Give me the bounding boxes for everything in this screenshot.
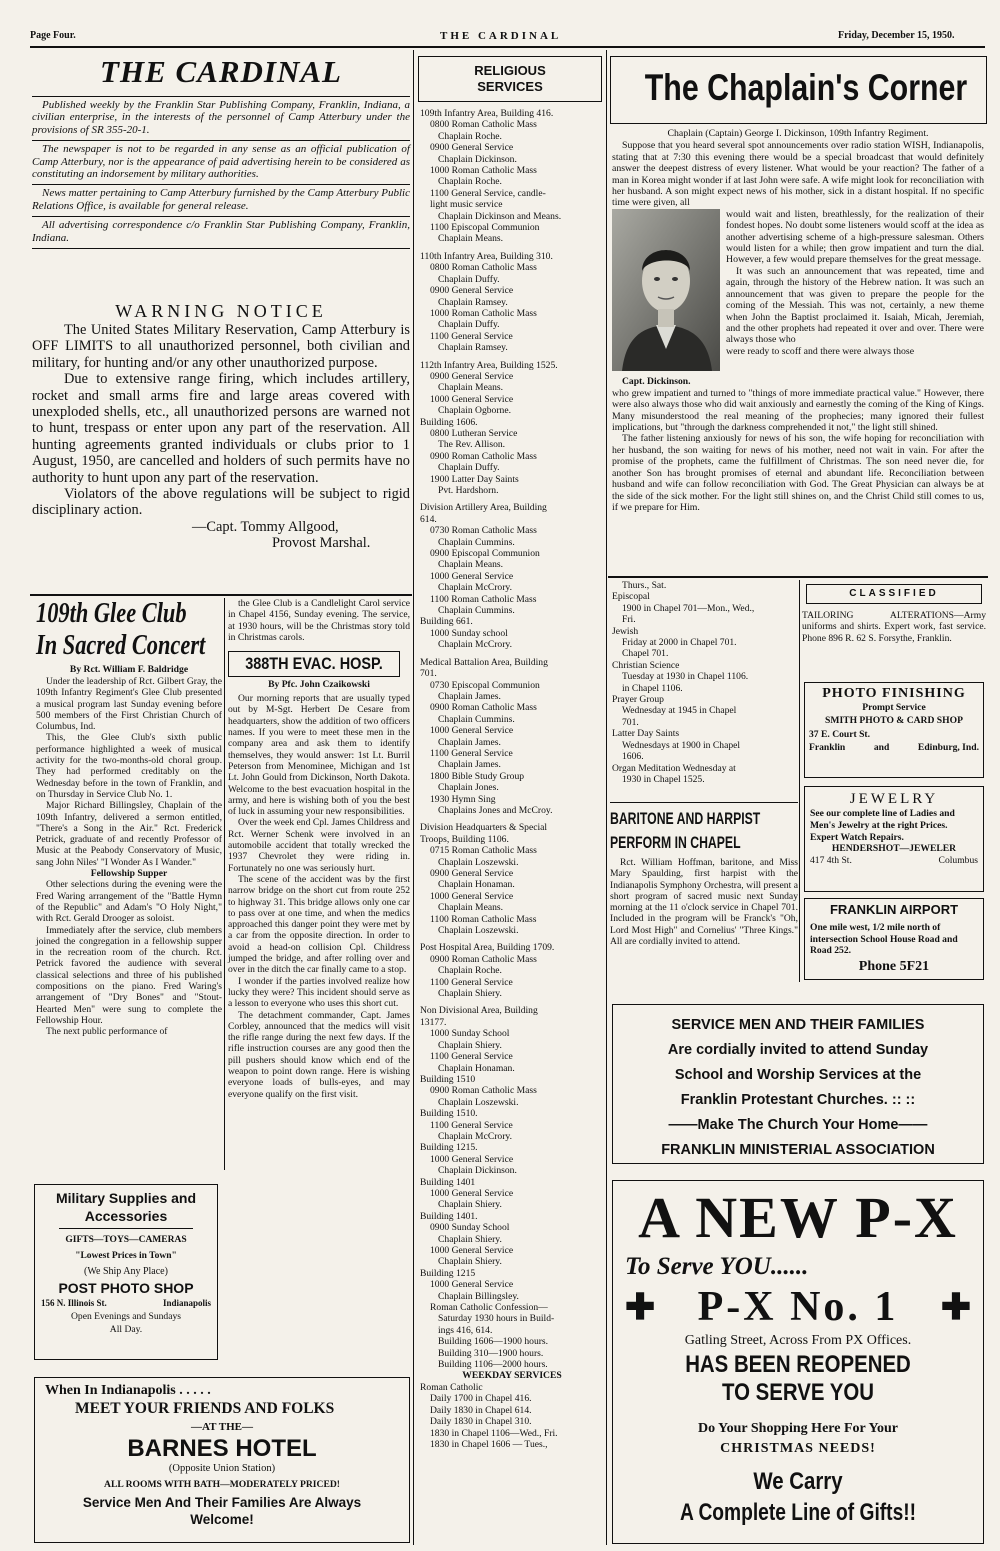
service-line: 0800 Lutheran Service xyxy=(430,427,518,439)
religious-title: SERVICES xyxy=(477,79,543,94)
service-line: Chaplain Cummins. xyxy=(438,536,515,548)
ad-hours: Open Evenings and Sundays xyxy=(70,1311,182,1322)
warning-paragraph: The United States Military Reservation, Camp Atterbury is OFF LIMITS to all unauthorized personnel, both civilian and military, for hunting and/or any other unauthorized purpose. xyxy=(32,322,410,371)
service-line: Daily 1700 in Chapel 416. xyxy=(430,1393,532,1405)
ad-city: Columbus xyxy=(938,855,978,867)
service-line: Chaplain Loszewski. xyxy=(438,856,519,868)
ad-line: FRANKLIN MINISTERIAL ASSOCIATION xyxy=(661,1142,935,1158)
service-line: Post Hospital Area, Building 1709. xyxy=(420,942,555,954)
glee-paragraph: The next public performance of xyxy=(46,1026,168,1038)
ad-line: Do Your Shopping Here For Your xyxy=(697,1421,899,1436)
ad-line: CHRISTMAS NEEDS! xyxy=(720,1441,876,1456)
service-line: Chaplain Duffy. xyxy=(438,273,500,285)
service-line: Daily 1830 in Chapel 614. xyxy=(430,1404,532,1416)
service-line: Building 1215. xyxy=(420,1142,478,1154)
service-line: 0800 Roman Catholic Mass xyxy=(430,262,537,274)
service-line: 0715 Roman Catholic Mass xyxy=(430,845,537,857)
service-line: Chaplain Billingsley. xyxy=(438,1290,519,1302)
service-line: Fri. xyxy=(622,614,636,626)
px-location: Gatling Street, Across From PX Offices. xyxy=(684,1333,912,1348)
evac-hosp-article xyxy=(228,598,410,1100)
service-line: Chaplain Honaman. xyxy=(438,1062,515,1074)
service-line: 1930 Hymn Sing xyxy=(430,793,496,805)
service-line: 1100 General Service xyxy=(430,976,513,988)
service-line: 1100 General Service xyxy=(430,1051,513,1063)
service-line: 1900 in Chapel 701—Mon., Wed., xyxy=(622,602,755,614)
service-line: Chaplain Dickinson. xyxy=(438,1165,517,1177)
weekday-services-list xyxy=(612,580,796,785)
service-line: 701. xyxy=(420,668,437,680)
service-line: 112th Infantry Area, Building 1525. xyxy=(420,359,558,371)
airport-ad xyxy=(804,898,984,980)
warning-paragraph: Due to extensive range firing, which includes artillery, rocket and small arms fire and large areas covered with unexploded shells, etc., all unauthorized persons are warned not to hunt, trespass or enter upon any part of the reservation. All hunting agreements granted individuals or clubs prior to 1 August, 1950, are cancelled and holders of such permits have no authority to hunt upon any part of the reservation. xyxy=(32,371,410,486)
service-line: Roman Catholic xyxy=(420,1381,483,1393)
column-divider xyxy=(606,50,607,1545)
service-line: 1100 General Service xyxy=(430,1119,513,1131)
warning-title: WARNING NOTICE xyxy=(115,301,327,321)
service-line: 1000 General Service xyxy=(430,1153,514,1165)
service-line: 1800 Bible Study Group xyxy=(430,770,525,782)
ad-line: ALL ROOMS WITH BATH—MODERATELY PRICED! xyxy=(104,1479,340,1490)
service-line: Division Headquarters & Special xyxy=(420,822,548,834)
service-line: Chaplain McCrory. xyxy=(438,639,512,651)
evac-title-box xyxy=(228,651,400,677)
px-gifts: A Complete Line of Gifts!! xyxy=(679,1499,917,1526)
chaplain-photo-block xyxy=(612,209,720,388)
service-line: Chaplain Roche. xyxy=(438,176,502,188)
section-rule xyxy=(30,594,412,596)
service-line: Organ Meditation Wednesday at xyxy=(612,762,736,774)
chaplain-title-box xyxy=(610,56,987,124)
service-line: Wednesday at 1945 in Chapel xyxy=(622,705,737,717)
glee-paragraph: Under the leadership of Rct. Gilbert Gray, the 109th Infantry Regiment's Glee Club presented a musical program last Sunday evening before 500 members of the First Christian Church of Columbus, Ind. xyxy=(36,676,222,733)
jewelry-ad xyxy=(804,786,984,892)
service-line: Chaplain Duffy. xyxy=(438,319,500,331)
page-number: Page Four. xyxy=(30,30,76,41)
classified-text: TAILORING ALTERATIONS—Army uniforms and shirts. Expert work, fast service. Phone 896 R. 62 S. Forsythe, Franklin. xyxy=(802,610,986,644)
service-line: Tuesday at 1930 in Chapel 1106. xyxy=(622,671,749,683)
service-line: Building 1510. xyxy=(420,1108,478,1120)
evac-paragraph: The detachment commander, Capt. James Corbley, announced that the medics will visit the rifle range during the next few days. If the rifle instruction courses are any good then the pill pushers should know which end of the weapon to point down range. Here is wishing everyone loads of bulls-eyes, and may everyone qualify on the first visit. xyxy=(228,1009,410,1100)
ad-line: Are cordially invited to attend Sunday xyxy=(667,1042,929,1058)
glee-paragraph: Other selections during the evening were the Fred Waring arrangement of the "Battle Hymn of the Republic" and Adam's "O Holy Night," with Rct. Gerald Drooger as soloist. xyxy=(36,879,222,925)
service-line: Chaplain Shiery. xyxy=(438,1199,502,1211)
chaplain-portrait-image xyxy=(612,209,720,371)
masthead-paragraph: The newspaper is not to be regarded in any sense as an official publication of Camp Atterbury, nor is the appearance of paid advertising herein to be considered as constituting an indorsement by military authorities. xyxy=(32,143,410,181)
service-line: Chaplain McCrory. xyxy=(438,1130,512,1142)
service-line: Chaplain Honaman. xyxy=(438,879,515,891)
service-line: 1900 Latter Day Saints xyxy=(430,473,519,485)
ad-shop-name: POST PHOTO SHOP xyxy=(58,1280,194,1296)
service-line: Division Artillery Area, Building xyxy=(420,502,547,514)
service-line: WEEKDAY SERVICES xyxy=(462,1370,562,1382)
ad-line: Service Men And Their Families Are Always xyxy=(82,1495,362,1510)
masthead-paragraph: Published weekly by the Franklin Star Publishing Company, Franklin, Indiana, a civilian enterprise, in the interests of the personnel of Camp Atterbury under the provisions of SR 355-20-1. xyxy=(32,99,410,136)
service-line: 1000 Sunday School xyxy=(430,1028,510,1040)
religious-title: RELIGIOUS xyxy=(474,63,546,78)
ad-title: Military Supplies and xyxy=(55,1190,197,1206)
service-line: in Chapel 1106. xyxy=(622,682,683,694)
ad-title: JEWELRY xyxy=(849,791,939,807)
ad-text: One mile west, 1/2 mile north of intersection School House Road and Road 252. xyxy=(810,922,958,957)
service-line: Chaplain Ogborne. xyxy=(438,405,512,417)
service-line: Chaplain Means. xyxy=(438,382,504,394)
service-line: 1000 Sunday school xyxy=(430,627,508,639)
service-line: Chaplain Means. xyxy=(438,233,504,245)
service-line: Chaplain Means. xyxy=(438,902,504,914)
service-line: Friday at 2000 in Chapel 701. xyxy=(622,637,737,649)
service-line: Medical Battalion Area, Building xyxy=(420,656,548,668)
ad-line: "Lowest Prices in Town" xyxy=(75,1251,177,1261)
service-line: 0900 Roman Catholic Mass xyxy=(430,1085,537,1097)
service-line: 0900 Roman Catholic Mass xyxy=(430,702,537,714)
service-line: 0900 Roman Catholic Mass xyxy=(430,450,537,462)
service-line: light music service xyxy=(430,199,503,211)
service-line: Chaplain Roche. xyxy=(438,130,502,142)
service-line: 1000 General Service xyxy=(430,1279,514,1291)
service-line: Chaplain Duffy. xyxy=(438,462,500,474)
glee-paragraph: Immediately after the service, club members joined the congregation in a fellowship supper in the recreation room of the church. Rct. Petrick favored the audience with several classical selections and three of his published compositions on the piano. Fred Waring's arrangement of "Dry Bones" and "Stout-Hearted Men" were sung to complete the Fellowship Hour. xyxy=(36,924,222,1026)
service-line: 1100 General Service xyxy=(430,330,513,342)
glee-club-article xyxy=(36,598,222,1038)
service-line: Thurs., Sat. xyxy=(622,580,667,591)
religious-services-list xyxy=(420,108,604,1450)
service-line: Daily 1830 in Chapel 310. xyxy=(430,1416,532,1428)
classified-title-box xyxy=(806,584,982,604)
service-line: 0900 Sunday School xyxy=(430,1222,510,1234)
service-line: 1000 General Service xyxy=(430,393,514,405)
issue-date: Friday, December 15, 1950. xyxy=(838,30,955,41)
service-line: Non Divisional Area, Building xyxy=(420,1005,538,1017)
service-line: Chaplain Shiery. xyxy=(438,988,502,1000)
service-line: 1000 General Service xyxy=(430,725,514,737)
service-line: 0900 Episcopal Communion xyxy=(430,548,540,560)
service-line: Building 1606—1900 hours. xyxy=(438,1336,549,1348)
service-line: Pvt. Hardshorn. xyxy=(438,485,499,496)
chaplain-byline: Chaplain (Captain) George I. Dickinson, 109th Infantry Regiment. xyxy=(667,128,929,139)
ad-line: MEET YOUR FRIENDS AND FOLKS xyxy=(75,1400,335,1417)
service-line: Chaplain James. xyxy=(438,759,501,771)
ad-line: —AT THE— xyxy=(190,1421,254,1433)
service-line: Chaplain Shiery. xyxy=(438,1039,502,1051)
px-headline: A NEW P-X xyxy=(638,1185,958,1250)
ad-city: Indianapolis xyxy=(162,1298,211,1308)
service-line: Roman Catholic Confession— xyxy=(430,1302,548,1314)
service-line: 109th Infantry Area, Building 416. xyxy=(420,108,554,119)
service-line: Chaplain Loszewski. xyxy=(438,925,519,937)
evac-title: 388TH EVAC. HOSP. xyxy=(245,654,383,674)
service-line: Chaplain Jones. xyxy=(438,782,499,794)
service-line: 1100 Episcopal Communion xyxy=(430,222,540,234)
masthead-title: THE CARDINAL xyxy=(100,54,342,89)
service-line: Building 1215 xyxy=(420,1267,476,1279)
photo-caption: Capt. Dickinson. xyxy=(622,375,691,387)
px-reopened: TO SERVE YOU xyxy=(722,1379,874,1406)
service-line: Chaplain Roche. xyxy=(438,965,502,977)
service-line: 13177. xyxy=(420,1016,447,1028)
chaplain-paragraph: who grew impatient and turned to "things of more immediate practical value." However, there were also always those who did wait anxiously and earnestly the coming of the King of Kings. Many misunderstood the real meaning of the prophecies; many ignored their fullest implications, but "through the darkness comprehended it not," the light still shined. xyxy=(612,387,984,434)
service-line: Chaplain Shiery. xyxy=(438,1233,502,1245)
service-line: Chaplain Dickinson and Means. xyxy=(438,210,562,222)
chaplain-paragraph: would wait and listen, breathlessly, for the realization of their fondest hopes. No doubt some listeners would scoff at the idea as another advertising scheme of a high-pressure salesman. Others would listen for a while; then grow impatient and turn the dial. However, a few would prepare themselves for the great message. xyxy=(726,208,984,266)
glee-paragraph: Major Richard Billingsley, Chaplain of the 109th Infantry, delivered a sermon entitled, "There's a Song in the Air." Rct. Frederick Petrick, graduate of and recently Professor of Music at the Peabody Conservatory of Music, sang John Niles' "I Wonder As I Wander." xyxy=(36,800,222,868)
service-line: 1000 Roman Catholic Mass xyxy=(430,307,537,319)
service-line: Episcopal xyxy=(612,591,650,603)
service-line: Building 661. xyxy=(420,616,473,628)
service-line: Troops, Building 1106. xyxy=(420,833,509,845)
ad-line: ——Make The Church Your Home—— xyxy=(668,1117,928,1133)
service-line: Chaplain Ramsey. xyxy=(438,342,508,354)
header-rule xyxy=(30,46,985,48)
glee-title: 109th Glee Club xyxy=(36,598,187,629)
masthead xyxy=(32,52,410,249)
chaplain-article xyxy=(612,128,984,513)
section-rule xyxy=(608,576,988,578)
service-line: 0730 Roman Catholic Mass xyxy=(430,525,537,537)
service-line: 1000 General Service xyxy=(430,1245,514,1256)
service-line: 1000 General Service xyxy=(430,570,514,582)
service-line: 614. xyxy=(420,513,437,525)
warning-signature: —Capt. Tommy Allgood, xyxy=(192,518,339,535)
evac-paragraph: Our morning reports that are usually typed out by M-Sgt. Herbert De Cesare from headquarters, show the addition of two officers names. If you were to meet these men in the company area and ask them to identify themselves, they would answer: 1st Lt. Burril Peterson from Menominee, Michigan and 1st Lt. John Gould from Dickinson, North Dakota. Welcome to the best evacuation hospital in the army, and here is wishing both of you the best of luck in assuming your new responsibilities. xyxy=(228,693,410,818)
glee-byline: By Rct. William F. Baldridge xyxy=(69,664,189,675)
ad-text: See our complete line of Ladies and Men's Jewelry at the right Prices. Expert Watch Repairs. xyxy=(810,808,955,843)
service-line: 1930 in Chapel 1525. xyxy=(622,773,705,785)
ad-line: (We Ship Any Place) xyxy=(84,1266,168,1277)
service-line: 110th Infantry Area, Building 310. xyxy=(420,250,553,262)
service-line: 0900 General Service xyxy=(430,142,514,154)
ad-title: PHOTO FINISHING xyxy=(822,686,966,701)
service-line: 0900 General Service xyxy=(430,285,514,297)
service-line: Building 1106—2000 hours. xyxy=(438,1359,548,1371)
ad-phone: Phone 5F21 xyxy=(858,958,930,974)
service-line: Latter Day Saints xyxy=(612,728,680,740)
cross-icon: ✚ xyxy=(940,1287,971,1327)
evac-byline: By Pfc. John Czaikowski xyxy=(268,679,370,691)
px-carry: We Carry xyxy=(753,1468,843,1495)
ad-shop-name: HENDERSHOT—JEWELER xyxy=(831,843,957,855)
column-divider xyxy=(799,580,800,982)
ad-shop-name: SMITH PHOTO & CARD SHOP xyxy=(825,715,963,726)
ad-title: Accessories xyxy=(84,1208,168,1224)
column-divider xyxy=(413,50,414,1545)
glee-subhead: Fellowship Supper xyxy=(90,868,168,880)
service-line: Chaplain McCrory. xyxy=(438,582,512,594)
ad-town: and xyxy=(873,742,890,753)
service-line: 1000 General Service xyxy=(430,890,514,902)
masthead-paragraph: News matter pertaining to Camp Atterbury furnished by the Camp Atterbury Public Relations Office, is available for general release. xyxy=(32,187,410,212)
warning-signature: Provost Marshal. xyxy=(272,535,371,552)
service-line: Chaplain Cummins. xyxy=(438,713,515,725)
service-line: 1606. xyxy=(622,751,644,763)
service-line: Chaplain James. xyxy=(438,690,501,702)
warning-paragraph: Violators of the above regulations will be subject to rigid disciplinary action. xyxy=(32,486,410,519)
service-line: 1000 Roman Catholic Mass xyxy=(430,165,537,177)
ad-title: FRANKLIN AIRPORT xyxy=(829,902,959,917)
service-line: 0900 Roman Catholic Mass xyxy=(430,953,537,965)
service-line: 0800 Roman Catholic Mass xyxy=(430,119,537,131)
ad-line: When In Indianapolis . . . . . xyxy=(45,1383,211,1398)
service-line: Building 310—1900 hours. xyxy=(438,1347,544,1359)
ad-line: Prompt Service xyxy=(862,702,926,713)
service-line: Chaplain Ramsey. xyxy=(438,296,508,308)
ad-hours: All Day. xyxy=(109,1324,143,1335)
masthead-paragraph: All advertising correspondence c/o Franklin Star Publishing Company, Franklin, Indiana. xyxy=(32,219,410,244)
column-divider xyxy=(224,598,225,1170)
service-line: Chaplain Means. xyxy=(438,559,504,571)
service-line: Building 1510 xyxy=(420,1073,476,1085)
chaplain-paragraph: It was such an announcement that was repeated, time and again, through the history of the Hebrew nation. It was such an announcement that was given to prepare the people for the coming of the Messiah. This was not, certainly, a new theme when John the Baptist proclaimed it. Isaiah, Micah, Jeremiah, and the other prophets had repeated it over and over. There were always those who xyxy=(726,265,984,346)
barnes-hotel-ad xyxy=(34,1377,410,1543)
service-line: Building 1606. xyxy=(420,416,478,428)
warning-notice xyxy=(32,300,410,552)
military-supplies-ad xyxy=(34,1184,218,1360)
service-line: Building 1401. xyxy=(420,1210,478,1222)
service-line: Christian Science xyxy=(612,659,680,671)
px-reopened: HAS BEEN REOPENED xyxy=(685,1351,911,1378)
service-line: Chaplain James. xyxy=(438,736,501,748)
ad-address: 156 N. Illinois St. xyxy=(41,1298,107,1308)
hotel-name: BARNES HOTEL xyxy=(127,1435,317,1462)
px-ad xyxy=(612,1180,984,1544)
service-line: 1830 in Chapel 1106—Wed., Fri. xyxy=(430,1427,558,1439)
service-line: Wednesdays at 1900 in Chapel xyxy=(622,739,741,751)
service-line: Saturday 1930 hours in Build- xyxy=(438,1313,555,1325)
service-line: 1100 Roman Catholic Mass xyxy=(430,913,537,925)
px-tagline: To Serve YOU...... xyxy=(625,1253,809,1280)
evac-paragraph: The scene of the accident was by the first narrow bridge on the short cut from route 252 to highway 31. This bridge allows only one car to pass over at one time, and when the medics approached this danger point they were met by a car from the opposite direction. In order to avoid a head-on collision Cpl. Childress jumped the bridge, and after rolling over and over in the ditch the car finally came to a stop. xyxy=(228,873,410,976)
service-line: The Rev. Allison. xyxy=(438,439,506,451)
service-line: 0900 General Service xyxy=(430,370,514,382)
service-line: Chaplain Loszewski. xyxy=(438,1096,519,1108)
service-line: Building 1401 xyxy=(420,1176,476,1188)
service-line: ings 416, 614. xyxy=(438,1324,493,1336)
service-line: Chapel 701. xyxy=(622,648,669,660)
classified-title: CLASSIFIED xyxy=(849,588,939,599)
evac-paragraph: Over the week end Cpl. James Childress and Rct. Werner Schenk were involved in an automobile accident that totally wrecked the 1937 Chevrolet they were riding in. Fortunately no one was seriously hurt. xyxy=(228,817,410,874)
service-line: 1100 General Service xyxy=(430,747,513,759)
glee-title: In Sacred Concert xyxy=(36,630,206,661)
chaplain-title: The Chaplain's Corner xyxy=(644,67,968,108)
chaplain-paragraph: were ready to scoff and there were always those xyxy=(726,345,915,357)
service-line: Prayer Group xyxy=(612,694,664,706)
service-line: 1000 General Service xyxy=(430,1187,514,1199)
service-line: 701. xyxy=(622,716,639,728)
ad-line: GIFTS—TOYS—CAMERAS xyxy=(65,1235,187,1245)
service-line: 0730 Episcopal Communion xyxy=(430,679,540,691)
ad-address: 37 E. Court St. xyxy=(809,729,871,740)
service-line: 1100 General Service, candle- xyxy=(430,187,546,199)
ad-address: 417 4th St. xyxy=(810,855,852,867)
religious-title-box xyxy=(418,56,602,102)
px-store-name: P-X No. 1 xyxy=(697,1284,899,1330)
baritone-title: PERFORM IN CHAPEL xyxy=(610,833,741,852)
service-line: 1830 in Chapel 1606 — Tues., xyxy=(430,1438,548,1450)
ad-line: SERVICE MEN AND THEIR FAMILIES xyxy=(671,1017,925,1033)
service-line: Jewish xyxy=(612,625,639,637)
ad-town: Edinburg, Ind. xyxy=(917,742,979,753)
service-line: Chaplain Shiery. xyxy=(438,1256,502,1268)
service-line: 0900 General Service xyxy=(430,868,514,879)
glee-paragraph: the Glee Club is a Candlelight Carol service in Chapel 4156, Sunday evening. The service, at 1930 hours, will be the Christmas story told in Christmas carols. xyxy=(228,598,410,643)
church-invitation-ad xyxy=(612,1004,984,1164)
chaplain-paragraph: Suppose that you heard several spot announcements over radio station WISH, Indianapolis, stating that at 7:30 this evening there would be a special broadcast that would definitely answer the deepest distress of every listener. What would be your reaction? The father of a man in Korea might wonder if at last John were safe. A wife might look for reconciliation with her husband. A son might expect news of his mother, sick in a distant hospital. If no specific time were given, all xyxy=(612,140,984,209)
baritone-title: BARITONE AND HARPIST xyxy=(610,809,761,828)
service-line: 1100 Roman Catholic Mass xyxy=(430,593,537,605)
service-line: Chaplain Cummins. xyxy=(438,605,515,617)
ad-line: School and Worship Services at the xyxy=(674,1067,922,1083)
cross-icon: ✚ xyxy=(625,1287,656,1327)
baritone-paragraph: Rct. William Hoffman, baritone, and Miss Mary Spaulding, first harpist with the Indianapolis Symphony Orchestra, will present a short program of sacred music next Sunday morning at the 11 o'clock service in Chapel 701. Included in the program will be Franck's "Oh, Lord Most High" and Cornelius' "Three Kings." All are cordially invited to attend. xyxy=(610,857,798,948)
ad-line: (Opposite Union Station) xyxy=(168,1463,276,1474)
ad-line: Welcome! xyxy=(190,1512,254,1527)
photo-finishing-ad xyxy=(804,682,984,778)
ad-line: Franklin Protestant Churches. :: :: xyxy=(680,1092,916,1108)
baritone-article xyxy=(610,802,798,947)
service-line: Chaplain Dickinson. xyxy=(438,153,517,165)
glee-paragraph: This, the Glee Club's sixth public performance highlighted a week of musical activity for the two-months-old choral group. They had performed creditably on the Wednesday before in the town of Franklin, and on Thursday in Service Club No. 1. xyxy=(36,732,222,800)
service-line: Chaplains Jones and McCroy. xyxy=(438,804,553,816)
ad-town: Franklin xyxy=(809,742,846,753)
chaplain-paragraph: The father listening anxiously for news of his son, the wife hoping for reconciliation with her husband, the son waiting for news of his mother, need not wait in vain. For after the promise of the prophets, came the fulfillment of Christmas. The son need never die, for another Son has brought promises of eternal and abundant life. Reconciliation between husband and wife can follow reconciliation with God. The Great Physician can always be at the side of the sick mother. For the light still shines on, and the Christ Child still comes to us, if we prepare for Him. xyxy=(612,433,984,513)
paper-name: THE CARDINAL xyxy=(440,30,562,42)
evac-paragraph: I wonder if the parties involved realize how lucky they were? This incident should serve as a lesson to everyone who uses this short cut. xyxy=(228,975,410,1010)
